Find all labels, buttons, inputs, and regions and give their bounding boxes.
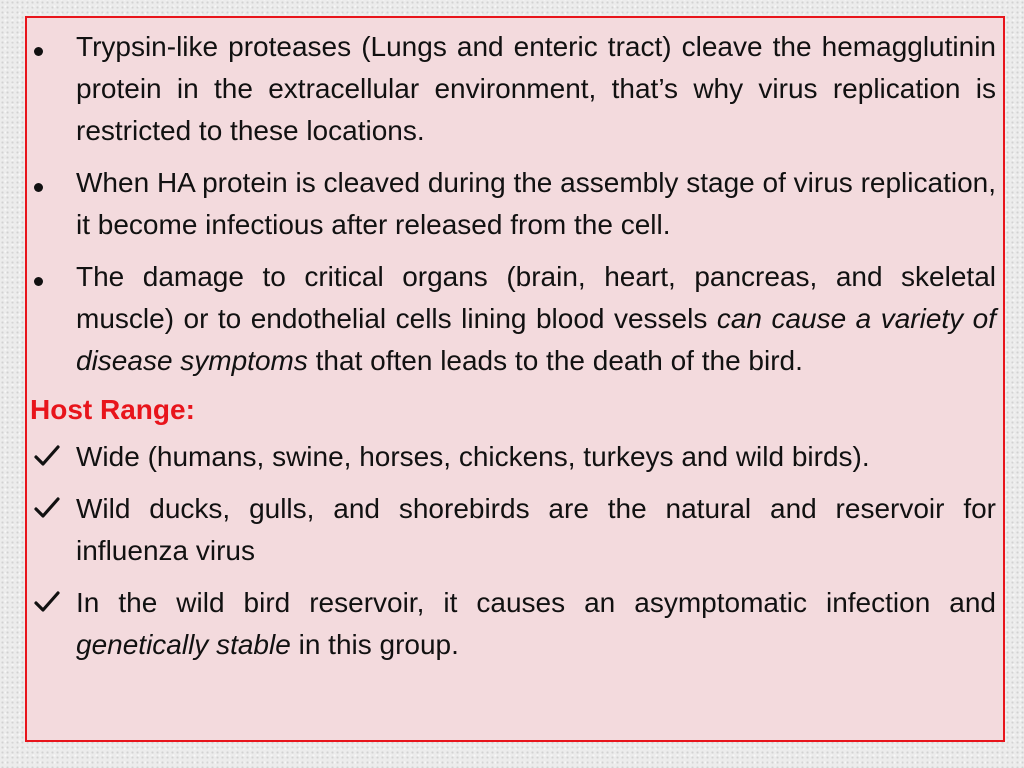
emphasis-text: can cause a variety of disease symptoms — [76, 303, 997, 376]
bullet-text: Trypsin-like proteases (Lungs and enteric tract) cleave the hemagglutinin protein in the extracellular environment, that’s why virus replication is restricted to these locations. — [76, 31, 996, 146]
bullet-text: When HA protein is cleaved during the assembly stage of virus replication, it become infectious after released from the cell. — [76, 167, 996, 240]
checkmark-icon — [34, 488, 64, 532]
checkmark-icon — [34, 436, 64, 480]
bullet-dot-icon — [34, 26, 64, 68]
check-item — [30, 488, 996, 572]
check-item-text: In the wild bird reservoir, it causes an asymptomatic infection and genetically stable in this group. — [76, 587, 996, 660]
check-item-text: Wild ducks, gulls, and shorebirds are the natural and reservoir for influenza virus — [76, 493, 996, 566]
host-range-heading: Host Range: — [30, 394, 195, 425]
checkmark-icon — [34, 582, 64, 626]
bullet-item — [30, 162, 996, 246]
bullet-text: The damage to critical organs (brain, heart, pancreas, and skeletal muscle) or to endothelial cells lining blood vessels can cause a variety of disease symptoms that often leads to the death of the bird. — [76, 261, 997, 376]
check-item-text: Wide (humans, swine, horses, chickens, turkeys and wild birds). — [76, 441, 870, 472]
emphasis-text: genetically stable — [76, 629, 291, 660]
bullet-dot-icon — [34, 256, 64, 298]
bullet-dot-icon — [34, 162, 64, 204]
check-item — [30, 436, 996, 478]
bullet-item — [30, 256, 996, 382]
slide-content — [30, 26, 996, 676]
check-item — [30, 582, 996, 666]
bullet-item — [30, 26, 996, 152]
